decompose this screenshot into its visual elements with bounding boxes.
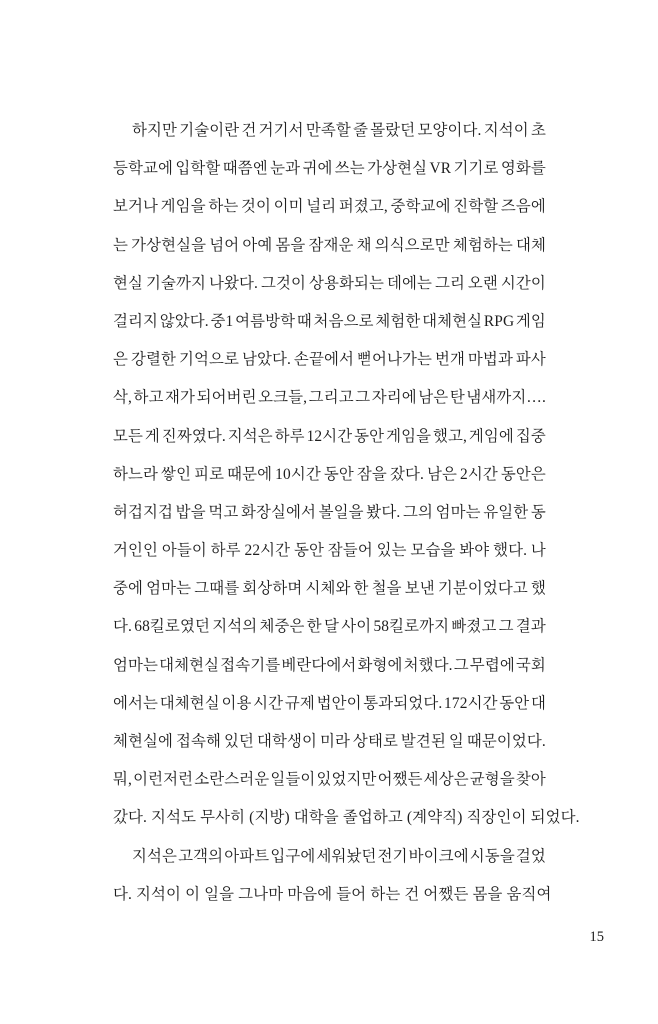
- text-segment: 지석이: [483, 122, 529, 139]
- text-line: [113, 418, 546, 456]
- text-segment: 기분이었다고: [437, 580, 528, 598]
- text-segment: 삭,: [113, 389, 133, 407]
- text-segment: 동안: [354, 427, 385, 445]
- text-segment: 2시간: [460, 465, 498, 483]
- text-segment: 하는: [370, 885, 401, 903]
- text-segment: 오크들,: [258, 389, 308, 407]
- text-segment: 한: [353, 580, 369, 598]
- text-segment: 빠졌고: [451, 618, 497, 636]
- text-line: [113, 265, 546, 303]
- text-segment: 전기: [377, 847, 408, 865]
- text-segment: 사이: [341, 618, 372, 636]
- text-segment: 마법과: [467, 351, 513, 369]
- text-segment: 뭐,: [113, 771, 133, 789]
- text-line: [113, 188, 546, 226]
- text-segment: 체험한: [375, 312, 421, 330]
- text-segment: 동안: [499, 694, 530, 712]
- text-segment: 대학생이: [256, 733, 318, 750]
- text-segment: 12시간: [306, 427, 353, 445]
- text-segment: 즈음에: [500, 198, 546, 216]
- text-segment: 그: [498, 618, 514, 636]
- text-segment: 모양이다.: [417, 122, 482, 139]
- text-segment: 눈과: [270, 160, 301, 178]
- text-segment: 갔다.: [113, 809, 148, 827]
- text-segment: 하는: [208, 198, 239, 216]
- text-segment: 쓰는: [334, 160, 365, 178]
- paragraph-2: [113, 838, 552, 914]
- text-segment: 했: [530, 580, 546, 598]
- text-segment: 여름방학: [235, 312, 296, 330]
- text-segment: 시체와: [305, 580, 351, 598]
- text-segment: 아들이: [161, 542, 207, 560]
- body-text-block: [113, 112, 580, 914]
- text-segment: 처음으로: [313, 312, 374, 330]
- text-segment: 지석은: [227, 427, 273, 445]
- text-segment: 철을: [371, 580, 402, 598]
- text-segment: 나왔다.: [208, 274, 259, 292]
- text-segment: 상태로: [352, 733, 398, 750]
- text-segment: 게임: [515, 312, 546, 330]
- text-segment: 먹고: [208, 503, 239, 521]
- text-segment: 일: [448, 733, 464, 750]
- text-segment: 오랜: [467, 274, 498, 292]
- text-segment: 잠을: [356, 465, 387, 483]
- text-segment: 진학할: [453, 198, 499, 216]
- page-number: 15: [589, 929, 604, 945]
- text-segment: 기술이란: [179, 122, 240, 139]
- text-segment: 이용: [221, 694, 252, 712]
- text-line: [113, 799, 580, 837]
- text-segment: 때쯤엔: [222, 160, 268, 178]
- text-segment: 건: [241, 122, 257, 139]
- text-segment: 발견된: [400, 733, 446, 750]
- text-segment: 엄마는: [146, 580, 192, 598]
- text-segment: 몰랐던: [370, 122, 416, 139]
- text-segment: 귀에: [302, 160, 333, 178]
- text-line: [113, 112, 546, 150]
- text-segment: 잠재운: [308, 236, 354, 254]
- text-segment: 되어버린: [196, 389, 257, 407]
- text-segment: 다.: [113, 618, 133, 636]
- text-segment: 마음에: [287, 885, 333, 903]
- text-segment: 파사: [515, 351, 546, 369]
- text-segment: 만족할: [305, 122, 351, 139]
- text-segment: 때: [296, 312, 312, 330]
- text-line: [113, 608, 546, 646]
- text-segment: 것이: [240, 198, 271, 216]
- text-segment: 졸업하고: [342, 809, 403, 827]
- text-segment: 찾아: [515, 771, 546, 789]
- text-segment: 게임에: [468, 427, 514, 445]
- text-segment: 지석이: [136, 885, 182, 903]
- text-segment: (계약직): [406, 809, 463, 827]
- text-segment: 남은: [426, 465, 458, 483]
- text-segment: 대체: [515, 236, 546, 254]
- text-segment: 결과: [515, 618, 546, 636]
- text-line: [113, 647, 546, 685]
- text-segment: 있었지만: [316, 771, 377, 789]
- text-segment: 회상하며: [242, 580, 303, 598]
- text-segment: 상용화되는: [308, 274, 385, 292]
- text-segment: 걸리지: [113, 312, 159, 330]
- text-segment: 그나마: [238, 885, 284, 903]
- text-segment: 소란스러운: [194, 771, 270, 789]
- text-segment: 그리고: [308, 389, 354, 407]
- text-segment: 보낸: [404, 580, 435, 598]
- text-segment: 58킬로까지: [373, 618, 450, 636]
- text-segment: 화형에: [357, 656, 403, 674]
- text-segment: 지석은: [132, 847, 178, 865]
- text-segment: 하루: [210, 542, 241, 560]
- text-segment: 접속해: [176, 733, 222, 750]
- text-segment: 몸을: [275, 236, 306, 254]
- text-segment: (지방): [249, 809, 290, 827]
- paragraph-1: [113, 112, 580, 838]
- text-segment: 이런저런: [133, 771, 194, 789]
- text-segment: 체중은: [259, 618, 305, 636]
- text-segment: 시간: [253, 694, 284, 712]
- text-segment: 처했다.: [403, 656, 453, 674]
- text-segment: 화장실에서: [240, 503, 317, 521]
- text-segment: 게: [144, 427, 160, 445]
- text-segment: 하고: [133, 389, 164, 407]
- text-segment: 직장인이: [466, 809, 527, 827]
- text-segment: 했다.: [493, 542, 528, 560]
- text-segment: 거기서: [258, 122, 304, 139]
- text-segment: 들어: [336, 885, 367, 903]
- text-segment: 했고,: [432, 427, 468, 445]
- text-line: [113, 303, 546, 341]
- text-segment: 한: [306, 618, 322, 636]
- text-segment: 는: [113, 236, 129, 254]
- text-line: [113, 532, 546, 570]
- text-segment: 대체현실: [422, 312, 483, 330]
- text-segment: 대체현실: [159, 694, 220, 712]
- text-segment: 통과되었다.: [363, 694, 443, 712]
- text-segment: 냄새까지….: [466, 389, 546, 407]
- text-segment: 보거나: [113, 198, 159, 216]
- text-line: [113, 570, 546, 608]
- text-line: [113, 456, 546, 494]
- text-segment: 국회: [515, 656, 546, 674]
- text-segment: 체현실에: [113, 733, 174, 750]
- text-segment: 10시간: [275, 465, 321, 483]
- text-segment: 자리에: [371, 389, 417, 407]
- text-segment: VR: [429, 160, 452, 178]
- text-segment: 세상은: [423, 771, 469, 789]
- text-segment: 아파트: [224, 847, 270, 865]
- text-segment: 강렬한: [130, 351, 177, 369]
- text-segment: 유일한: [483, 503, 529, 521]
- text-segment: 일을: [204, 885, 235, 903]
- text-segment: 되었다.: [530, 809, 580, 827]
- text-segment: 잠들어: [327, 542, 373, 560]
- text-segment: 접속기를: [220, 656, 281, 674]
- text-segment: 손끝에서: [293, 351, 354, 369]
- text-segment: 줄: [353, 122, 369, 139]
- text-segment: 에서는: [113, 694, 159, 712]
- text-segment: 동: [530, 503, 546, 521]
- text-segment: 대학을: [293, 809, 339, 827]
- text-segment: 균형을: [469, 771, 515, 789]
- text-segment: 모습을: [410, 542, 456, 560]
- text-segment: 넘어: [209, 236, 240, 254]
- text-segment: 재가: [165, 389, 196, 407]
- text-segment: 중에: [113, 580, 144, 598]
- text-segment: 초: [530, 122, 546, 139]
- text-segment: 퍼졌고,: [338, 198, 388, 216]
- text-segment: 달: [323, 618, 339, 636]
- text-segment: 기술까지: [145, 274, 207, 292]
- text-segment: 않았다.: [159, 312, 209, 330]
- text-segment: 이미: [273, 198, 304, 216]
- text-segment: 게임을: [386, 427, 432, 445]
- text-segment: 허겁지겁: [113, 503, 174, 521]
- text-segment: 무렵에: [469, 656, 515, 674]
- text-segment: 중1: [210, 312, 234, 330]
- text-segment: 있는: [376, 542, 407, 560]
- text-segment: 건: [404, 885, 420, 903]
- text-segment: 번개: [434, 351, 465, 369]
- text-segment: 미라: [319, 733, 350, 750]
- text-segment: 입학할: [175, 160, 221, 178]
- text-segment: 하느라: [113, 465, 159, 483]
- text-segment: 다.: [113, 885, 133, 903]
- text-segment: 지석도: [151, 809, 197, 827]
- text-segment: 있던: [223, 733, 255, 750]
- text-segment: 그리: [434, 274, 465, 292]
- text-line: [113, 723, 546, 761]
- text-segment: 거인인: [113, 542, 159, 560]
- text-segment: 중학교에: [390, 198, 451, 216]
- text-segment: 때문에: [227, 465, 273, 483]
- text-segment: 그: [355, 389, 371, 407]
- text-segment: 몸을: [472, 885, 503, 903]
- text-segment: 채: [356, 236, 372, 254]
- text-segment: 기기로: [453, 160, 499, 178]
- text-segment: 하지만: [132, 122, 178, 139]
- text-segment: 봤다.: [366, 503, 401, 521]
- text-segment: 하루: [274, 427, 305, 445]
- text-segment: 남았다.: [241, 351, 291, 369]
- text-segment: 영화를: [500, 160, 546, 178]
- text-segment: 볼일을: [318, 503, 364, 521]
- text-segment: 등학교에: [113, 160, 174, 178]
- text-line: [113, 876, 552, 914]
- text-segment: 입구에: [270, 847, 316, 865]
- text-segment: 나: [530, 542, 546, 560]
- text-segment: 그것이: [260, 274, 307, 292]
- text-segment: 가상현실: [367, 160, 428, 178]
- text-segment: 이: [185, 885, 201, 903]
- text-segment: 체험하는: [452, 236, 513, 254]
- text-segment: 세워놨던: [316, 847, 377, 865]
- text-segment: 집중: [515, 427, 546, 445]
- text-segment: 데에는: [386, 274, 433, 292]
- text-line: [113, 227, 546, 265]
- text-segment: 규제: [284, 694, 315, 712]
- text-segment: 게임을: [160, 198, 206, 216]
- text-segment: 고객의: [178, 847, 224, 865]
- text-segment: 일들이: [270, 771, 316, 789]
- text-segment: 엄마는: [113, 656, 159, 674]
- text-segment: RPG: [483, 312, 515, 330]
- text-line: [113, 150, 546, 188]
- text-segment: 때문이었다.: [466, 733, 546, 750]
- text-segment: 어쨌든: [423, 885, 469, 903]
- text-segment: 밥을: [175, 503, 206, 521]
- text-segment: 봐야: [459, 542, 490, 560]
- text-segment: 대체현실: [159, 656, 220, 674]
- text-segment: 의식으로만: [374, 236, 450, 254]
- text-segment: 22시간: [244, 542, 291, 560]
- text-segment: 널리: [306, 198, 337, 216]
- text-segment: 그때를: [194, 580, 240, 598]
- text-segment: 동안: [323, 465, 354, 483]
- text-line: [113, 379, 546, 417]
- text-segment: 엄마는: [435, 503, 481, 521]
- text-segment: 탄: [449, 389, 465, 407]
- text-segment: 걸었: [515, 847, 546, 865]
- text-segment: 모든: [113, 427, 144, 445]
- text-segment: 쌓인: [161, 465, 192, 483]
- text-segment: 현실: [113, 274, 144, 292]
- text-segment: 그의: [402, 503, 433, 521]
- text-line: [113, 761, 546, 799]
- text-segment: 대: [530, 694, 546, 712]
- text-segment: 법안이: [316, 694, 362, 712]
- text-segment: 어쨌든: [377, 771, 423, 789]
- text-segment: 바이크에: [408, 847, 469, 865]
- text-segment: 68킬로였던: [134, 618, 210, 636]
- text-segment: 진짜였다.: [161, 427, 226, 445]
- text-segment: 172시간: [444, 694, 498, 712]
- text-segment: 동안: [293, 542, 325, 560]
- text-segment: 동안은: [500, 465, 546, 483]
- text-segment: 기억으로: [178, 351, 240, 369]
- text-segment: 움직여: [506, 885, 552, 903]
- text-segment: 피로: [194, 465, 225, 483]
- text-segment: 시동을: [469, 847, 515, 865]
- text-segment: 남은: [418, 389, 449, 407]
- text-segment: 지석의: [212, 618, 258, 636]
- text-segment: 잤다.: [389, 465, 424, 483]
- text-line: [113, 341, 546, 379]
- text-segment: 은: [113, 351, 129, 369]
- text-segment: 가상현실을: [131, 236, 207, 254]
- text-line: [113, 838, 546, 876]
- text-segment: 무사히: [200, 809, 246, 827]
- text-segment: 시간이: [500, 274, 546, 292]
- text-segment: 뻗어나가는: [356, 351, 433, 369]
- text-segment: 아예: [242, 236, 273, 254]
- text-segment: 베란다에서: [281, 656, 357, 674]
- text-segment: 그: [453, 656, 469, 674]
- text-line: [113, 494, 546, 532]
- text-line: [113, 685, 546, 723]
